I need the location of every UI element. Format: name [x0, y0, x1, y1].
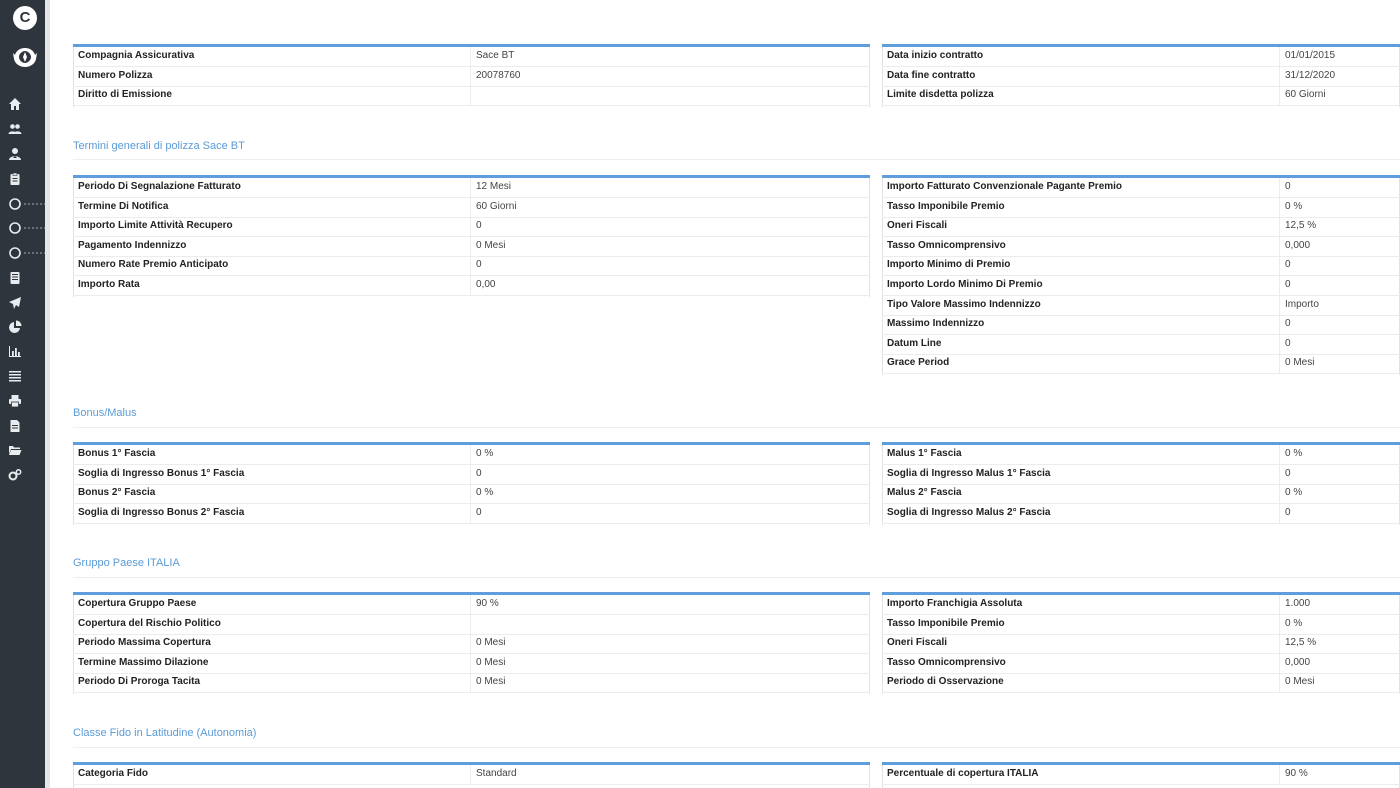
field-label: Importo Minimo di Premio — [887, 259, 1011, 271]
field-value: 0 — [1285, 506, 1291, 518]
field-label: Data fine contratto — [887, 69, 976, 81]
field-label: Tasso Omnicomprensivo — [887, 656, 1006, 668]
table-row — [73, 276, 870, 296]
field-value: 0 — [1285, 318, 1291, 330]
column-separator — [470, 484, 471, 503]
column-separator — [470, 217, 471, 236]
field-value: 31/12/2020 — [1285, 69, 1336, 81]
column-separator — [470, 765, 471, 784]
field-value: 0 — [476, 220, 482, 232]
section-divider — [73, 427, 1400, 428]
column-separator — [470, 276, 471, 295]
field-label: Datum Line — [887, 337, 942, 349]
users-icon[interactable] — [7, 121, 23, 137]
field-value: 0 Mesi — [476, 637, 506, 649]
table-row — [73, 217, 870, 237]
bar-chart-icon[interactable] — [7, 343, 23, 359]
print-icon[interactable] — [7, 393, 23, 409]
field-label: Limite disdetta polizza — [887, 89, 994, 101]
malus-panel — [882, 442, 1400, 525]
field-value: 60 Giorni — [476, 200, 517, 212]
table-row — [882, 354, 1400, 374]
field-value: 0 % — [1285, 617, 1303, 629]
home-icon[interactable] — [7, 96, 23, 112]
field-value: 0 Mesi — [476, 239, 506, 251]
table-row — [882, 465, 1400, 485]
credit-class-panel-left — [73, 762, 870, 788]
field-label: Termine Di Notifica — [78, 200, 169, 212]
table-row — [73, 595, 870, 615]
table-row — [882, 484, 1400, 504]
field-value: 12 Mesi — [476, 181, 512, 192]
field-label: Diritto di Emissione — [78, 89, 172, 101]
field-label: Soglia di Ingresso Malus 2° Fascia — [887, 506, 1051, 518]
field-value: 0 % — [1285, 200, 1303, 212]
field-label: Malus 1° Fascia — [887, 448, 962, 459]
table-row — [882, 178, 1400, 198]
loading-dots — [23, 227, 45, 229]
column-separator — [470, 615, 471, 634]
table-row — [73, 198, 870, 218]
field-label: Termine Massimo Dilazione — [78, 656, 209, 668]
field-label: Importo Rata — [78, 279, 140, 290]
field-label: Periodo Di Segnalazione Fatturato — [78, 181, 241, 192]
folder-open-icon[interactable] — [7, 442, 23, 458]
column-separator — [1279, 673, 1280, 692]
field-label: Copertura del Rischio Politico — [78, 617, 221, 629]
field-label: Soglia di Ingresso Bonus 2° Fascia — [78, 506, 245, 518]
column-separator — [470, 198, 471, 217]
column-separator — [470, 237, 471, 256]
column-separator — [1279, 217, 1280, 236]
general-terms-panel-right — [882, 175, 1400, 375]
section-title-credit-class: Classe Fido in Latitudine (Autonomia) — [73, 727, 257, 739]
table-row — [73, 634, 870, 654]
field-label: Oneri Fiscali — [887, 220, 948, 232]
field-label: Periodo Di Proroga Tacita — [78, 676, 201, 688]
app-logo-letter: C — [19, 9, 31, 26]
table-row — [882, 445, 1400, 465]
pie-chart-icon[interactable] — [7, 319, 23, 335]
field-value: 12,5 % — [1285, 220, 1317, 232]
table-row — [73, 465, 870, 485]
field-value: 0 — [1285, 181, 1291, 192]
field-value: 0 Mesi — [1285, 676, 1315, 688]
field-value: 90 % — [1285, 768, 1308, 779]
credit-class-panel-right — [882, 762, 1400, 788]
field-label: Numero Rate Premio Anticipato — [78, 259, 229, 271]
table-row — [882, 595, 1400, 615]
column-separator — [1279, 237, 1280, 256]
column-separator — [1279, 595, 1280, 614]
field-label: Numero Polizza — [78, 69, 153, 81]
field-value: Sace BT — [476, 50, 515, 61]
spinner-icon[interactable] — [7, 220, 23, 236]
column-separator — [1279, 335, 1280, 354]
column-separator — [470, 445, 471, 464]
table-row — [73, 256, 870, 276]
app-logo[interactable] — [13, 6, 37, 30]
loading-dots — [23, 252, 45, 254]
table-row — [882, 504, 1400, 524]
sidebar — [0, 0, 50, 788]
table-row — [73, 47, 870, 67]
field-value: 0 Mesi — [476, 656, 506, 668]
column-separator — [1279, 465, 1280, 484]
field-label: Grace Period — [887, 357, 950, 369]
table-row — [73, 86, 870, 106]
table-row — [882, 47, 1400, 67]
column-separator — [1279, 354, 1280, 373]
list-icon[interactable] — [7, 368, 23, 384]
field-label: Categoria Fido — [78, 768, 149, 779]
user-upload-icon[interactable] — [7, 146, 23, 162]
column-separator — [470, 67, 471, 86]
table-row — [73, 673, 870, 693]
section-title-bonus-malus: Bonus/Malus — [73, 407, 137, 419]
field-label: Importo Franchigia Assoluta — [887, 598, 1023, 609]
field-value: 0 — [1285, 467, 1291, 479]
bonus-panel — [73, 442, 870, 525]
field-value: 0,000 — [1285, 239, 1311, 251]
section-divider — [73, 747, 1400, 748]
field-label: Copertura Gruppo Paese — [78, 598, 197, 609]
column-separator — [470, 504, 471, 523]
section-divider — [73, 159, 1400, 160]
field-value: 0 — [1285, 259, 1291, 271]
table-row — [882, 276, 1400, 296]
field-label: Periodo di Osservazione — [887, 676, 1004, 688]
country-group-panel-left — [73, 592, 870, 694]
field-label: Periodo Massima Copertura — [78, 637, 211, 649]
table-row — [882, 634, 1400, 654]
field-value: 0,00 — [476, 279, 496, 290]
sidebar-edge — [45, 0, 50, 788]
field-label: Tasso Imponibile Premio — [887, 200, 1005, 212]
field-value: 12,5 % — [1285, 637, 1317, 649]
table-row — [73, 765, 870, 785]
column-separator — [1279, 504, 1280, 523]
field-value: 0 — [476, 467, 482, 479]
field-label: Importo Lordo Minimo Di Premio — [887, 279, 1043, 290]
column-separator — [1279, 634, 1280, 653]
table-row — [882, 765, 1400, 785]
clipboard-icon[interactable] — [7, 171, 23, 187]
table-row — [73, 237, 870, 257]
field-label: Soglia di Ingresso Bonus 1° Fascia — [78, 467, 245, 479]
column-separator — [470, 178, 471, 197]
field-value: 0 % — [476, 448, 494, 459]
country-group-panel-right — [882, 592, 1400, 694]
column-separator — [1279, 765, 1280, 784]
field-label: Importo Limite Attività Recupero — [78, 220, 233, 232]
table-row — [73, 445, 870, 465]
policy-info-panel-left — [73, 44, 870, 107]
table-row — [882, 217, 1400, 237]
field-value: 01/01/2015 — [1285, 50, 1336, 61]
field-value: 0 % — [1285, 448, 1303, 459]
field-label: Importo Fatturato Convenzionale Pagante Premio — [887, 181, 1123, 192]
field-value: Standard — [476, 768, 517, 779]
field-value: Importo — [1285, 298, 1319, 310]
column-separator — [1279, 315, 1280, 334]
field-label: Tasso Omnicomprensivo — [887, 239, 1006, 251]
field-label: Bonus 1° Fascia — [78, 448, 156, 459]
field-label: Massimo Indennizzo — [887, 318, 985, 330]
field-value: 20078760 — [476, 69, 521, 81]
table-row — [73, 178, 870, 198]
spinner-icon[interactable] — [7, 196, 23, 212]
column-separator — [470, 465, 471, 484]
column-separator — [1279, 86, 1280, 105]
field-label: Tasso Imponibile Premio — [887, 617, 1005, 629]
table-row — [73, 504, 870, 524]
field-value: 0 — [1285, 279, 1291, 290]
column-separator — [470, 673, 471, 692]
field-value: 0 — [476, 259, 482, 271]
general-terms-panel-left — [73, 175, 870, 297]
table-row — [73, 67, 870, 87]
field-label: Pagamento Indennizzo — [78, 239, 187, 251]
column-separator — [1279, 615, 1280, 634]
field-value: 60 Giorni — [1285, 89, 1326, 101]
table-row — [882, 615, 1400, 635]
column-separator — [1279, 445, 1280, 464]
column-separator — [1279, 484, 1280, 503]
policy-info-panel-right — [882, 44, 1400, 107]
field-value: 0 — [1285, 337, 1291, 349]
table-row — [882, 86, 1400, 106]
field-label: Bonus 2° Fascia — [78, 487, 156, 499]
field-label: Percentuale di copertura ITALIA — [887, 768, 1039, 779]
table-row — [882, 67, 1400, 87]
table-row — [882, 673, 1400, 693]
column-separator — [470, 634, 471, 653]
table-row — [882, 296, 1400, 316]
document-icon[interactable] — [7, 418, 23, 434]
paper-plane-icon[interactable] — [7, 295, 23, 311]
field-value: 0 % — [1285, 487, 1303, 499]
column-separator — [1279, 198, 1280, 217]
column-separator — [1279, 296, 1280, 315]
field-value: 90 % — [476, 598, 499, 609]
column-separator — [470, 256, 471, 275]
field-value: 1.000 — [1285, 598, 1311, 609]
field-label: Soglia di Ingresso Malus 1° Fascia — [887, 467, 1051, 479]
column-separator — [470, 654, 471, 673]
column-separator — [1279, 47, 1280, 66]
column-separator — [1279, 276, 1280, 295]
table-row — [882, 256, 1400, 276]
cogs-icon[interactable] — [7, 467, 23, 483]
table-row — [882, 237, 1400, 257]
field-value: 0 — [476, 506, 482, 518]
field-value: 0,000 — [1285, 656, 1311, 668]
field-value: 0 Mesi — [476, 676, 506, 688]
table-row — [882, 654, 1400, 674]
table-row — [882, 335, 1400, 355]
section-title-general: Termini generali di polizza Sace BT — [73, 140, 245, 152]
ledger-icon[interactable] — [7, 270, 23, 286]
loading-dots — [23, 203, 45, 205]
column-separator — [1279, 654, 1280, 673]
field-label: Tipo Valore Massimo Indennizzo — [887, 298, 1041, 310]
field-label: Malus 2° Fascia — [887, 487, 962, 499]
column-separator — [1279, 178, 1280, 197]
column-separator — [470, 595, 471, 614]
spinner-icon[interactable] — [7, 245, 23, 261]
field-label: Oneri Fiscali — [887, 637, 948, 649]
table-row — [73, 484, 870, 504]
section-divider — [73, 577, 1400, 578]
brand-emblem-icon — [12, 46, 38, 68]
field-value: 0 % — [476, 487, 494, 499]
section-title-country-group: Gruppo Paese ITALIA — [73, 557, 180, 569]
table-row — [73, 615, 870, 635]
field-label: Compagnia Assicurativa — [78, 50, 195, 61]
table-row — [882, 315, 1400, 335]
table-row — [73, 654, 870, 674]
column-separator — [1279, 67, 1280, 86]
column-separator — [1279, 256, 1280, 275]
table-row — [882, 198, 1400, 218]
column-separator — [470, 86, 471, 105]
column-separator — [470, 47, 471, 66]
field-value: 0 Mesi — [1285, 357, 1315, 369]
field-label: Data inizio contratto — [887, 50, 984, 61]
